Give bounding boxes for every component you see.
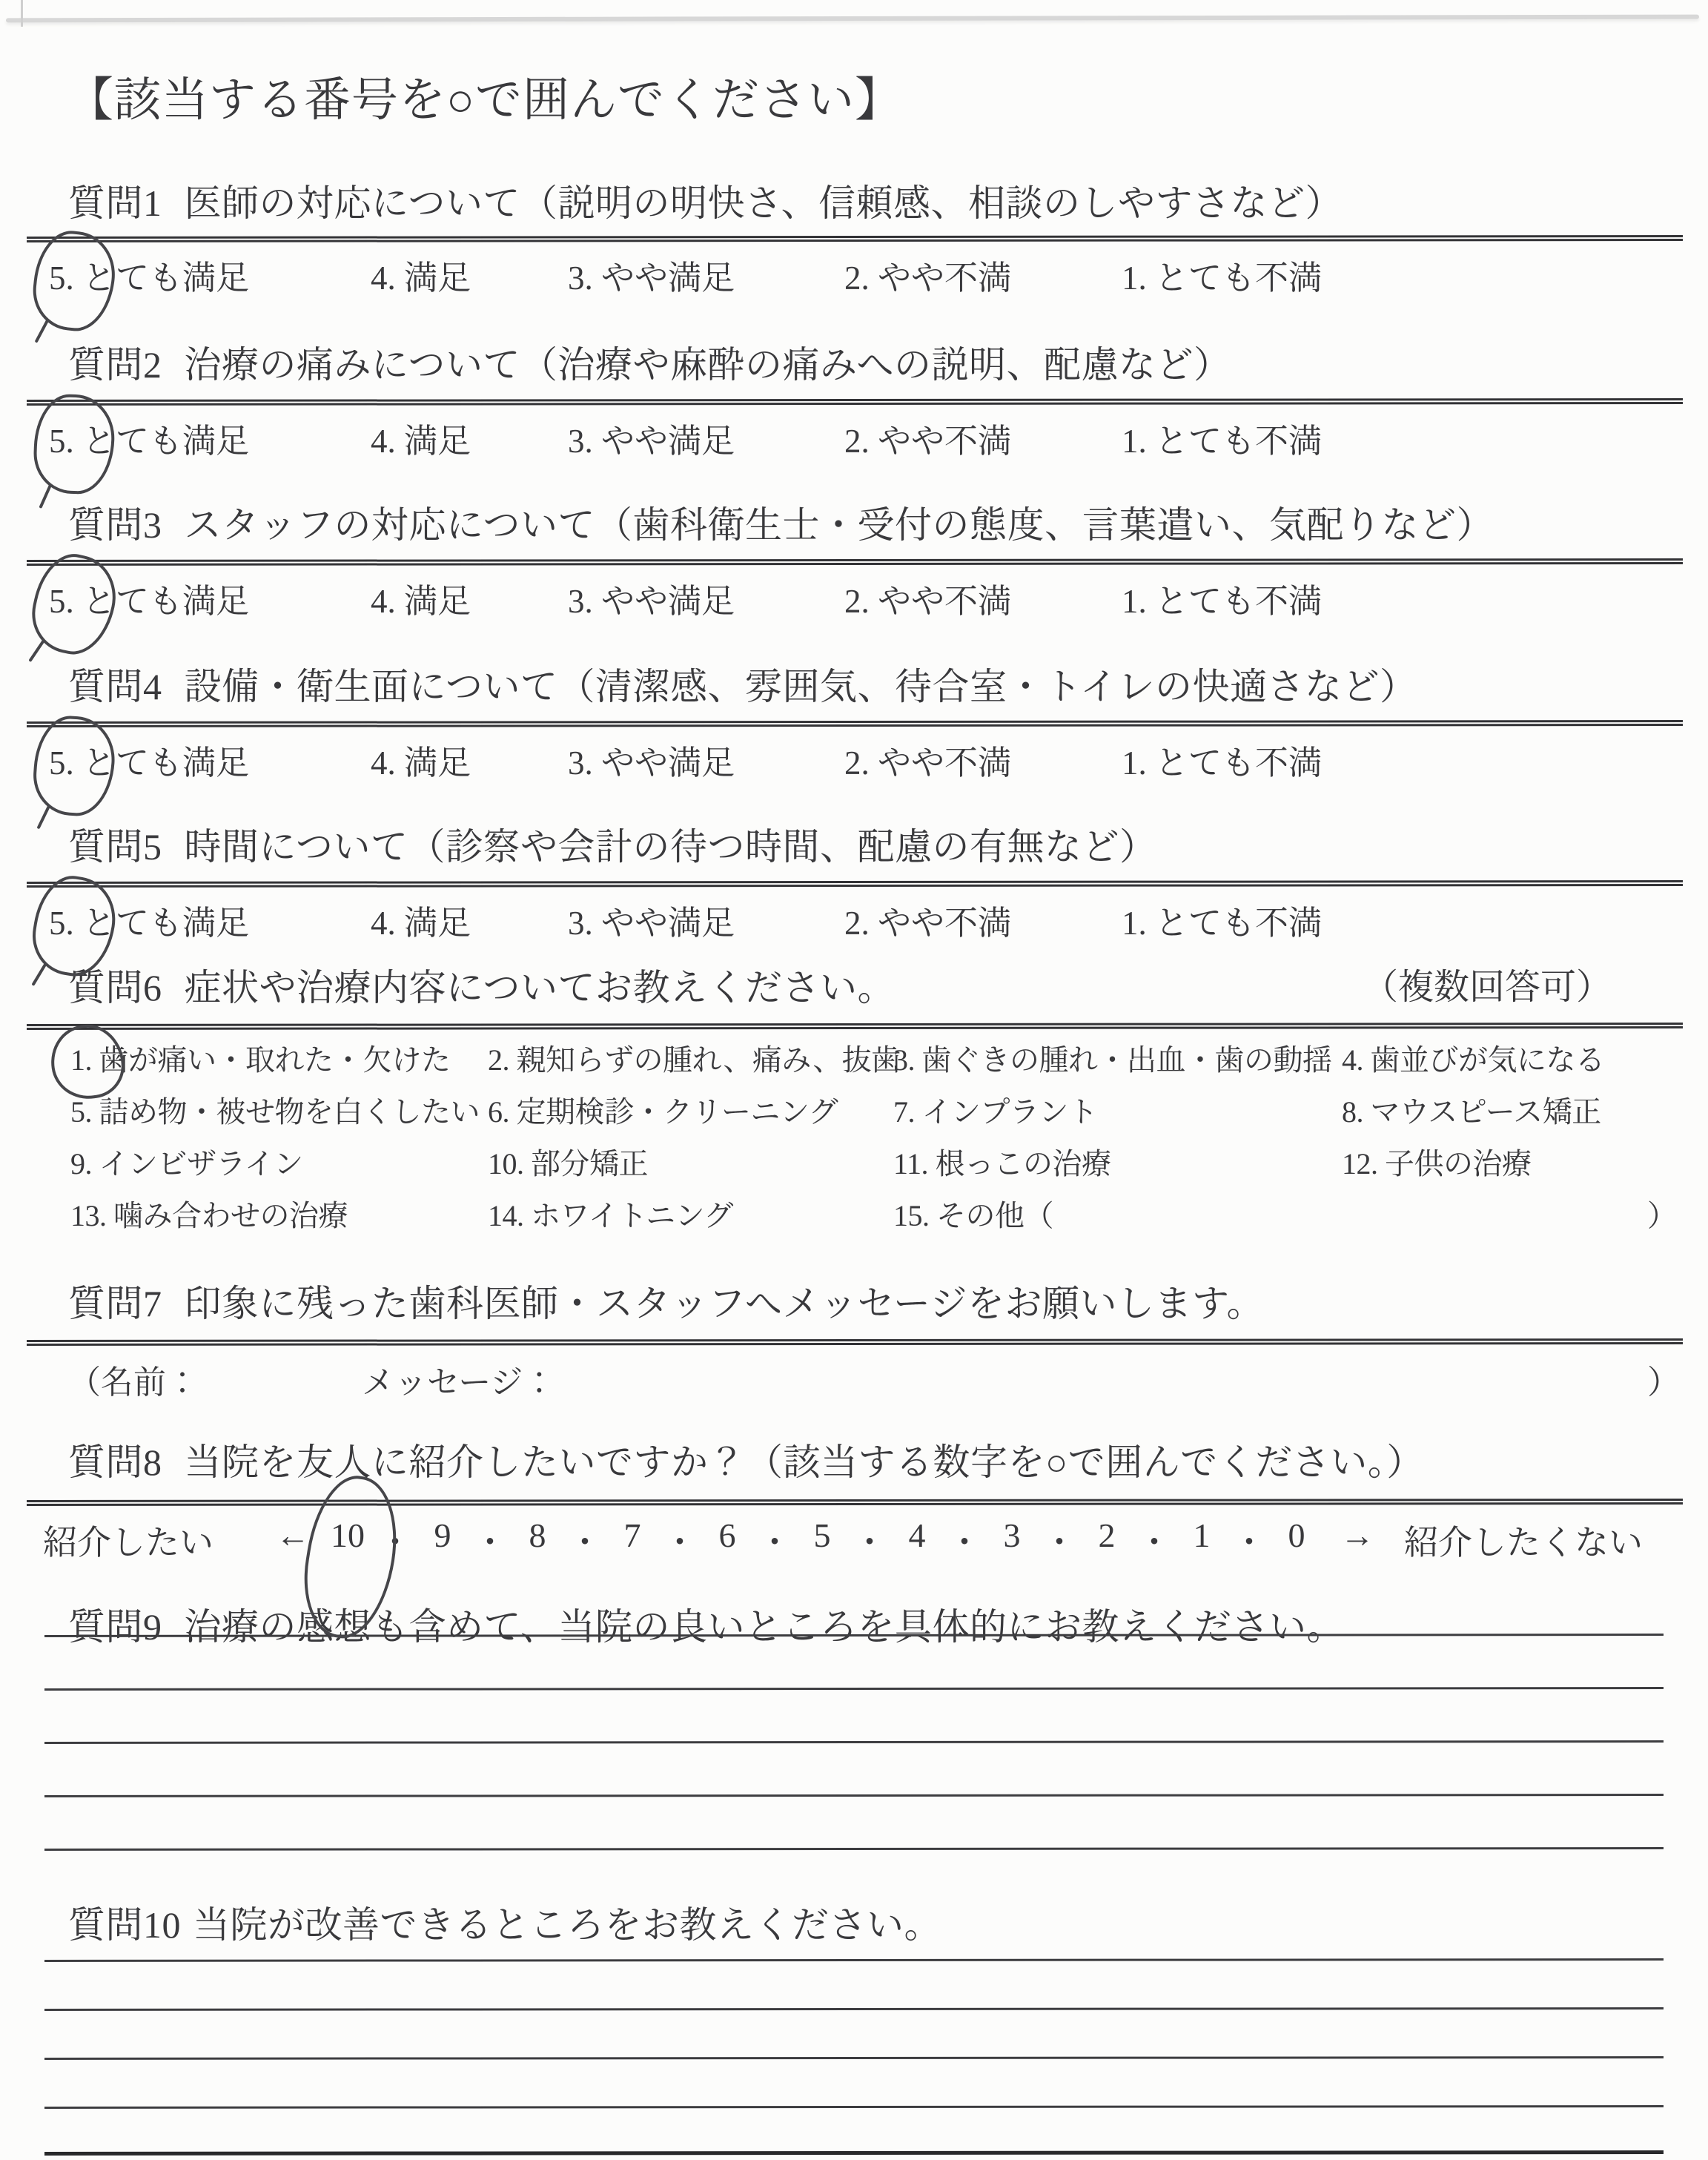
scale-dot: ・ <box>378 1524 412 1562</box>
option-rating-1: 1. とても不満 <box>1122 744 1323 782</box>
question-5-label: 質問5 <box>68 826 162 868</box>
option-rating-5: 5. とても満足 <box>49 896 249 944</box>
question-9-label: 質問9 <box>68 1606 162 1648</box>
question-4-text: 設備・衛生面について（清潔感、雰囲気、待合室・トイレの快適さなど） <box>184 666 1417 707</box>
question-2-rule <box>27 398 1683 406</box>
option-rating-4: 4. 満足 <box>371 423 471 460</box>
question-1-rule <box>27 235 1683 242</box>
q6-option-2: 2. 親知らずの腫れ、痛み、抜歯 <box>488 1043 901 1077</box>
question-2-text: 治療の痛みについて（治療や麻酔の痛みへの説明、配慮など） <box>184 344 1231 386</box>
question-4-title <box>68 657 1417 710</box>
option-rating-2: 2. やや不満 <box>844 423 1012 460</box>
q8-scale-3: 3 <box>1003 1516 1021 1554</box>
question-1-text: 医師の対応について（説明の明快さ、信頼感、相談のしやすさなど） <box>184 182 1343 224</box>
option-rating-5: 5. とても満足 <box>49 251 249 299</box>
option-rating-4: 4. 満足 <box>371 905 471 942</box>
question-3-text: スタッフの対応について（歯科衛生士・受付の態度、言葉遣い、気配りなど） <box>184 504 1494 546</box>
option-rating-1: 1. とても不満 <box>1122 260 1323 297</box>
question-8-rule <box>27 1499 1683 1506</box>
answer-line <box>44 2056 1664 2060</box>
q6-option-6: 6. 定期検診・クリーニング <box>488 1095 838 1129</box>
question-4-rule <box>27 720 1683 727</box>
q6-option-14: 14. ホワイトニング <box>488 1199 733 1232</box>
q6-other-close-paren: ） <box>1647 1199 1677 1232</box>
option-rating-3: 3. やや満足 <box>568 905 735 942</box>
q8-scale-7: 7 <box>623 1516 641 1554</box>
question-7-label: 質問7 <box>68 1283 162 1324</box>
option-rating-3: 3. やや満足 <box>568 583 735 620</box>
option-rating-1: 1. とても不満 <box>1122 583 1323 620</box>
question-10-label: 質問10 <box>68 1904 181 1946</box>
q8-scale-2: 2 <box>1098 1516 1116 1554</box>
scale-dot: ・ <box>663 1524 697 1562</box>
answer-line <box>44 2007 1664 2011</box>
question-3-rule <box>27 558 1683 566</box>
q6-option-15-other: 15. その他（ <box>893 1199 1053 1232</box>
answer-line <box>44 1794 1664 1797</box>
q6-option-12: 12. 子供の治療 <box>1342 1147 1532 1180</box>
page-title: 【該当する番号を○で囲んでください】 <box>67 74 903 126</box>
question-4-label: 質問4 <box>68 666 162 707</box>
q8-scale-4: 4 <box>908 1516 926 1554</box>
q8-scale-5: 5 <box>813 1516 831 1554</box>
scale-dot: ・ <box>1042 1524 1076 1562</box>
q7-name-field-label: （名前： <box>68 1364 199 1401</box>
q6-option-5: 5. 詰め物・被せ物を白くしたい <box>70 1095 480 1129</box>
option-rating-4: 4. 満足 <box>371 583 471 620</box>
question-9-text: 治療の感想も含めて、当院の良いところを具体的にお教えください。 <box>184 1606 1344 1648</box>
q8-left-label: 紹介したい <box>43 1524 214 1562</box>
q6-option-7: 7. インプラント <box>893 1095 1098 1129</box>
q8-scale-10: 10 <box>326 1516 369 1565</box>
scale-dot: ・ <box>853 1524 887 1562</box>
q8-scale-6: 6 <box>718 1516 736 1554</box>
option-rating-1: 1. とても不満 <box>1122 423 1323 460</box>
q8-scale-1: 1 <box>1193 1516 1211 1554</box>
q6-option-13: 13. 噛み合わせの治療 <box>70 1199 348 1232</box>
question-5-text: 時間について（診察や会計の待つ時間、配慮の有無など） <box>184 826 1157 868</box>
q8-scale-8: 8 <box>529 1516 546 1554</box>
question-3-title <box>68 495 1494 549</box>
q8-scale-9: 9 <box>434 1516 451 1554</box>
question-7-rule <box>27 1338 1683 1346</box>
option-rating-5: 5. とても満足 <box>49 574 249 622</box>
question-7-text: 印象に残った歯科医師・スタッフへメッセージをお願いします。 <box>184 1283 1264 1324</box>
q8-scale-0: 0 <box>1288 1516 1305 1554</box>
option-rating-5: 5. とても満足 <box>49 736 249 784</box>
scale-dot: ・ <box>473 1524 507 1562</box>
question-6-rule <box>27 1023 1683 1030</box>
q6-option-3: 3. 歯ぐきの腫れ・出血・歯の動揺 <box>893 1043 1332 1077</box>
scan-artifact-top-line <box>6 15 1699 23</box>
option-rating-2: 2. やや不満 <box>844 260 1012 297</box>
option-rating-2: 2. やや不満 <box>844 905 1012 942</box>
q6-option-4: 4. 歯並びが気になる <box>1342 1043 1605 1077</box>
option-rating-5: 5. とても満足 <box>49 414 249 462</box>
option-rating-2: 2. やや不満 <box>844 744 1012 782</box>
q8-scale <box>326 1516 1318 1565</box>
question-10-text: 当院が改善できるところをお教えください。 <box>193 1904 941 1946</box>
q6-option-9: 9. インビザライン <box>70 1147 303 1180</box>
scale-dot: ・ <box>568 1524 602 1562</box>
option-rating-3: 3. やや満足 <box>568 744 735 782</box>
q6-option-8: 8. マウスピース矯正 <box>1342 1095 1601 1129</box>
option-rating-3: 3. やや満足 <box>568 260 735 297</box>
scan-artifact-left-tick <box>21 0 23 27</box>
q8-right-label: 紹介したくない <box>1404 1524 1643 1562</box>
scale-dot: ・ <box>758 1524 792 1562</box>
q7-close-paren: ） <box>1647 1364 1680 1401</box>
question-8-title <box>68 1433 1424 1486</box>
answer-line <box>44 1958 1664 1962</box>
answer-line-bottom <box>44 2150 1664 2156</box>
option-rating-1: 1. とても不満 <box>1122 905 1323 942</box>
q6-option-10: 10. 部分矯正 <box>488 1147 648 1180</box>
scale-dot: ・ <box>1137 1524 1171 1562</box>
question-3-label: 質問3 <box>68 504 162 546</box>
question-10-title <box>68 1895 941 1949</box>
scale-dot: ・ <box>1232 1524 1266 1562</box>
q8-right-arrow-icon: → <box>1340 1516 1374 1554</box>
answer-line <box>44 1740 1664 1744</box>
option-rating-3: 3. やや満足 <box>568 423 735 460</box>
question-2-title <box>68 335 1231 389</box>
question-1-label: 質問1 <box>68 182 162 224</box>
question-8-text: 当院を友人に紹介したいですか？（該当する数字を○で囲んでください。） <box>184 1441 1424 1483</box>
q6-option-11: 11. 根っこの治療 <box>893 1147 1111 1180</box>
answer-line <box>44 2105 1664 2109</box>
question-7-title <box>68 1274 1264 1327</box>
question-5-rule <box>27 880 1683 888</box>
question-6-multi-answer-note: （複数回答可） <box>1363 968 1612 1007</box>
question-2-label: 質問2 <box>68 344 162 386</box>
answer-line <box>44 1847 1664 1851</box>
question-1-title <box>68 174 1343 227</box>
question-9-title <box>68 1597 1344 1651</box>
q7-message-field-label: メッセージ： <box>362 1364 556 1401</box>
question-6-text: 症状や治療内容についてお教えください。 <box>184 967 895 1008</box>
q8-left-arrow-icon: ← <box>276 1516 310 1554</box>
scale-dot: ・ <box>947 1524 982 1562</box>
option-rating-4: 4. 満足 <box>371 744 471 782</box>
question-8-label: 質問8 <box>68 1441 162 1483</box>
q6-option-1: 1. 歯が痛い・取れた・欠けた <box>70 1037 451 1079</box>
question-6-title <box>68 958 895 1011</box>
option-rating-4: 4. 満足 <box>371 260 471 297</box>
answer-line <box>44 1687 1664 1691</box>
question-6-label: 質問6 <box>68 967 162 1008</box>
question-5-title <box>68 817 1157 871</box>
option-rating-2: 2. やや不満 <box>844 583 1012 620</box>
